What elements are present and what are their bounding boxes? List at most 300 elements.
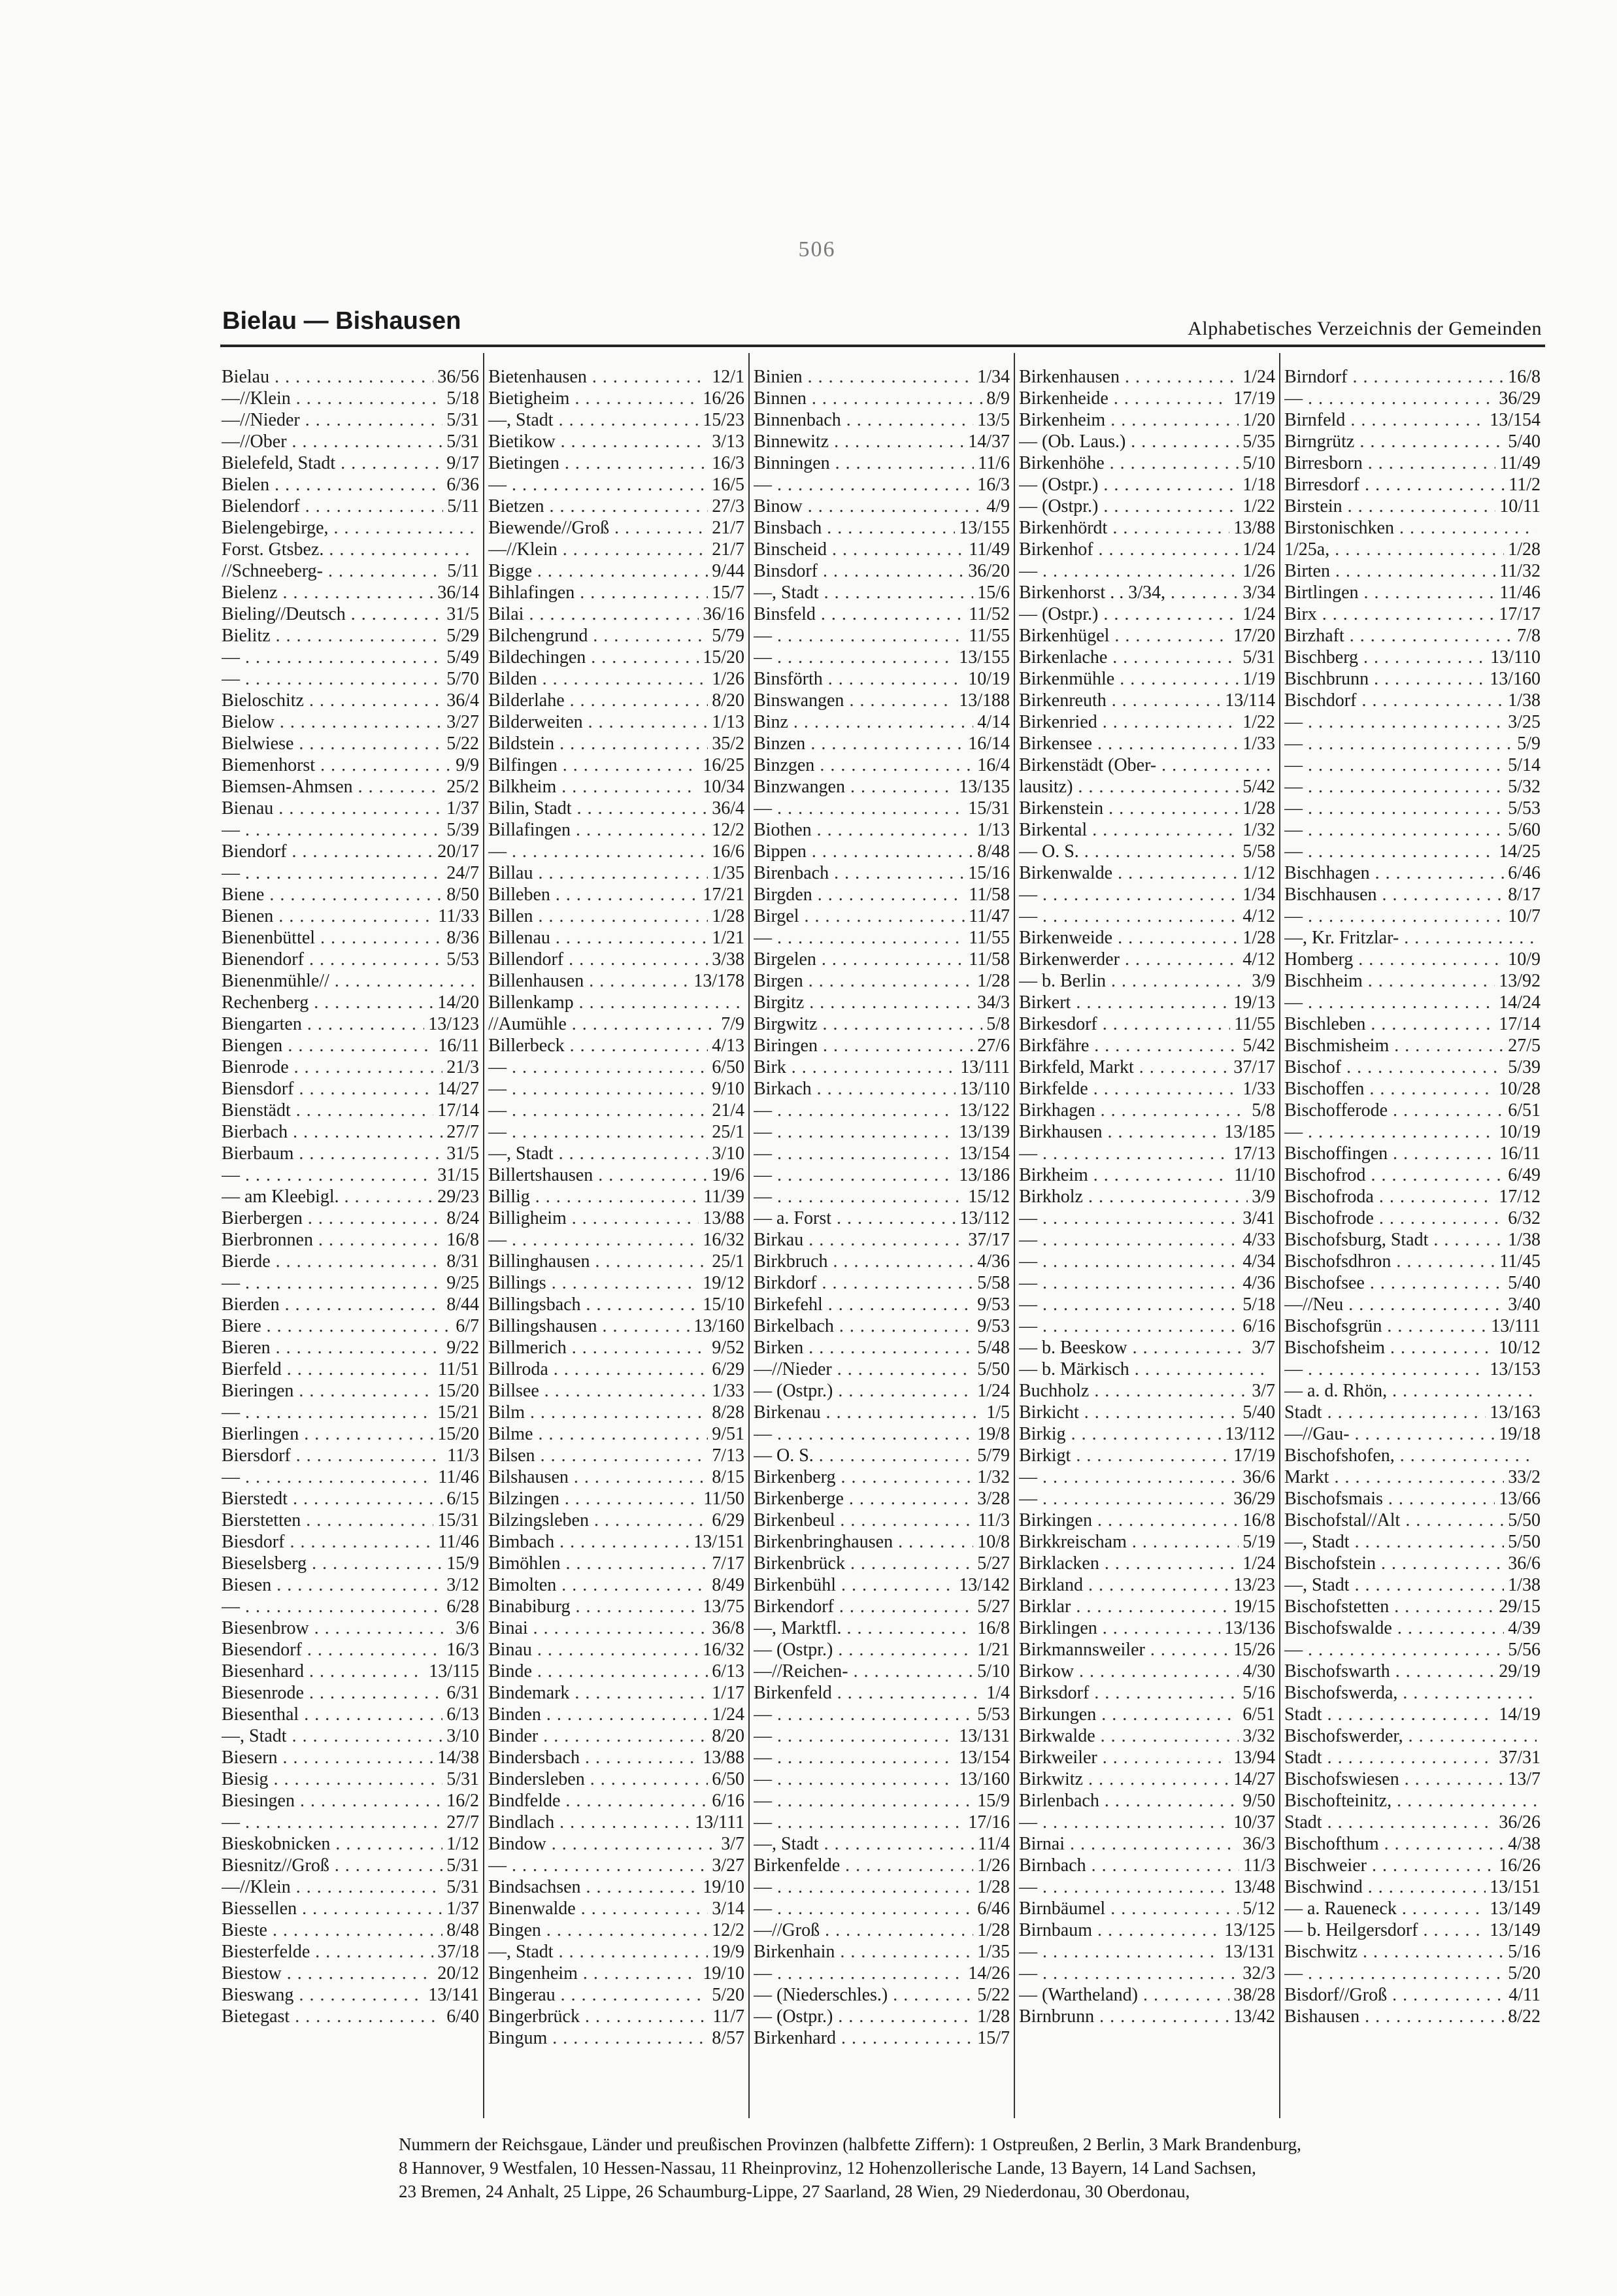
index-entry (1019, 862, 1275, 884)
index-entry (488, 1790, 744, 1812)
entry-code: 12/2 (712, 1920, 744, 1940)
entry-code: 13/160 (959, 1769, 1010, 1789)
entry-name: Biengen . . . (222, 1035, 434, 1056)
entry-code: 1/26 (977, 1855, 1010, 1876)
entry-code: 9/17 (446, 453, 479, 473)
index-entry (222, 1251, 479, 1272)
entry-code: 37/17 (1233, 1057, 1275, 1077)
entry-code: 5/70 (446, 669, 479, 689)
entry-code: 14/26 (968, 1963, 1010, 1984)
entry-code: 19/15 (1233, 1596, 1275, 1617)
index-entry (1019, 733, 1275, 754)
entry-name: Bischofshofen, . . . (1284, 1445, 1537, 1466)
entry-code: 11/55 (969, 928, 1010, 948)
entry-code: 11/58 (969, 885, 1010, 905)
index-entry (754, 819, 1010, 841)
entry-name: Birzhaft . . . (1284, 625, 1513, 647)
entry-name: Bischdorf . . . (1284, 690, 1504, 711)
index-entry (1284, 1919, 1541, 1941)
entry-name: Bierfeld . . . (222, 1359, 434, 1380)
entry-code: 14/38 (437, 1747, 479, 1768)
index-entry (1019, 1768, 1275, 1790)
entry-code: 1/37 (446, 1899, 479, 1919)
entry-name: Bielitz . . . (222, 625, 442, 647)
entry-name: Bielengebirge, . . . (222, 517, 475, 539)
entry-code: 19/10 (703, 1963, 744, 1984)
entry-name: — . . . (1019, 1488, 1229, 1510)
index-entry (754, 1661, 1010, 1682)
entry-code: 13/88 (1233, 518, 1275, 538)
entry-name: Binningen . . . (754, 452, 974, 474)
index-entry (1284, 1294, 1541, 1315)
entry-code: 11/39 (703, 1187, 744, 1207)
entry-name: — . . . (754, 1812, 964, 1833)
index-entry (488, 1747, 744, 1768)
entry-name: — . . . (1019, 1812, 1229, 1833)
entry-code: 1/33 (712, 1381, 744, 1401)
index-entry (488, 1359, 744, 1380)
index-entry (1284, 1574, 1541, 1596)
entry-code: 21/7 (712, 518, 744, 538)
index-entry (488, 992, 744, 1013)
index-entry (1019, 1855, 1275, 1876)
entry-name: — . . . (754, 1790, 973, 1812)
index-entry (1284, 970, 1541, 992)
index-entry (1019, 1617, 1275, 1639)
entry-name: Bielenz . . . (222, 582, 433, 603)
entry-code: 3/27 (446, 712, 479, 732)
entry-name: — . . . (754, 1164, 955, 1186)
index-entry (222, 1315, 479, 1337)
entry-code: 11/46 (438, 1467, 479, 1487)
index-entry (1019, 388, 1275, 409)
entry-name: Birkenberge . . . (754, 1488, 973, 1510)
entry-code: 15/31 (437, 1510, 479, 1530)
entry-name: — . . . (222, 647, 442, 668)
entry-code: 13/111 (960, 1057, 1010, 1077)
entry-code: 19/6 (712, 1165, 744, 1185)
index-entry (222, 1617, 479, 1639)
entry-name: —, Kr. Fritzlar- . . . (1284, 927, 1537, 949)
entry-name: Billenkamp . . . (488, 992, 741, 1013)
entry-name: Bischberg . . . (1284, 647, 1486, 668)
index-column-3 (748, 353, 1014, 2118)
index-entry (488, 496, 744, 517)
index-entry (1019, 841, 1275, 862)
entry-code: 36/56 (437, 367, 479, 387)
entry-name: Birgen . . . (754, 970, 973, 992)
entry-name: Binabiburg . . . (488, 1596, 699, 1617)
entry-code: 5/31 (1242, 647, 1275, 667)
entry-code: 4/38 (1508, 1834, 1541, 1854)
entry-code: 6/50 (712, 1769, 744, 1789)
entry-code: 6/36 (446, 475, 479, 495)
entry-name: Biesern . . . (222, 1747, 433, 1768)
entry-name: Birkendorf . . . (754, 1596, 973, 1617)
entry-code: 14/37 (968, 431, 1010, 452)
entry-name: Bietigheim . . . (488, 388, 699, 409)
index-entry (754, 668, 1010, 690)
entry-name: Biemsen-Ahmsen . . . (222, 776, 442, 798)
entry-code: 5/35 (1242, 431, 1275, 452)
index-entry (222, 1639, 479, 1661)
entry-name: Birkenhorst . . 3/34, . . . (1019, 582, 1239, 603)
index-entry (754, 2006, 1010, 2027)
entry-name: Bielefeld, Stadt . . . (222, 452, 442, 474)
entry-name: Bischofswalde . . . (1284, 1617, 1504, 1639)
entry-name: — (Ostpr.) . . . (754, 2006, 973, 2027)
entry-code: 6/13 (712, 1661, 744, 1681)
index-entry (488, 1056, 744, 1078)
entry-code: 1/26 (1242, 561, 1275, 581)
index-entry (1019, 819, 1275, 841)
index-entry (222, 1294, 479, 1315)
entry-name: Biemenhorst . . . (222, 754, 452, 776)
index-entry (488, 862, 744, 884)
entry-code: 15/20 (437, 1424, 479, 1444)
entry-code: 6/13 (446, 1704, 479, 1725)
index-entry (754, 1078, 1010, 1100)
entry-name: Birenbach . . . (754, 862, 964, 884)
entry-name: Bischofstein . . . (1284, 1553, 1504, 1574)
entry-name: Birkholz . . . (1019, 1186, 1248, 1207)
index-entry (754, 754, 1010, 776)
entry-code: 17/17 (1499, 604, 1541, 624)
entry-name: Birkfelde . . . (1019, 1078, 1239, 1100)
entry-name: — . . . (1284, 798, 1504, 819)
entry-name: — . . . (488, 1078, 708, 1100)
index-entry (222, 625, 479, 647)
entry-name: Birksdorf . . . (1019, 1682, 1239, 1704)
entry-name: Bischofsburg, Stadt . . . (1284, 1229, 1504, 1251)
entry-name: — b. Heilgersdorf . . . (1284, 1919, 1486, 1941)
entry-code: 13/112 (959, 1208, 1010, 1228)
index-entry (1284, 1898, 1541, 1919)
index-entry (222, 905, 479, 927)
index-entry (754, 1488, 1010, 1510)
index-entry (754, 1359, 1010, 1380)
entry-name: Stadt . . . (1284, 1402, 1486, 1423)
entry-code: 27/7 (446, 1122, 479, 1142)
entry-code: 6/49 (1508, 1165, 1541, 1185)
entry-name: Birstonischken . . . (1284, 517, 1537, 539)
entry-name: Bindersleben . . . (488, 1768, 708, 1790)
entry-name: — . . . (1019, 1963, 1239, 1984)
entry-name: — . . . (754, 1747, 955, 1768)
index-entry (754, 474, 1010, 496)
index-entry (222, 582, 479, 603)
entry-name: Birklar . . . (1019, 1596, 1229, 1617)
index-entry (1019, 2006, 1275, 2027)
index-entry (488, 841, 744, 862)
entry-name: Birkenau . . . (754, 1402, 982, 1423)
entry-code: 10/12 (1499, 1338, 1541, 1358)
entry-name: — . . . (754, 1100, 955, 1121)
index-entry (222, 1704, 479, 1725)
index-entry (222, 970, 479, 992)
entry-name: Bischofsee . . . (1284, 1272, 1504, 1294)
index-entry (754, 690, 1010, 711)
entry-code: 16/26 (703, 388, 744, 409)
index-entry (222, 949, 479, 970)
entry-code: 14/24 (1499, 992, 1541, 1013)
entry-code: 8/44 (446, 1294, 479, 1315)
index-entry (1019, 409, 1275, 431)
entry-name: Bischofswiesen . . . (1284, 1768, 1504, 1790)
entry-code: 6/15 (446, 1489, 479, 1509)
entry-name: Bieswang . . . (222, 1984, 424, 2006)
entry-code: 13/178 (693, 971, 744, 991)
entry-name: — . . . (754, 1186, 964, 1207)
index-entry (488, 1919, 744, 1941)
entry-name: Bigge . . . (488, 560, 708, 582)
entry-name: Billau . . . (488, 862, 708, 884)
index-entry (222, 539, 479, 560)
entry-name: — . . . (1284, 388, 1495, 409)
index-entry (1019, 1013, 1275, 1035)
entry-name: Bilderweiten . . . (488, 711, 708, 733)
entry-name: — . . . (1284, 1359, 1486, 1380)
entry-name: Bildstein . . . (488, 733, 708, 754)
entry-code: 3/9 (1252, 971, 1275, 991)
entry-name: Rechenberg . . . (222, 992, 433, 1013)
entry-name: Bietegast . . . (222, 2006, 442, 2027)
entry-code: 5/18 (446, 388, 479, 409)
index-entry (222, 1078, 479, 1100)
index-entry (754, 1704, 1010, 1725)
entry-name: Bischofstetten . . . (1284, 1596, 1495, 1617)
index-entry (488, 819, 744, 841)
index-entry (754, 452, 1010, 474)
index-entry (1019, 992, 1275, 1013)
entry-code: 16/3 (446, 1640, 479, 1660)
entry-name: — (Niederschles.) . . . (754, 1984, 973, 2006)
entry-name: Bildechingen . . . (488, 647, 699, 668)
entry-name: Bischofsheim . . . (1284, 1337, 1495, 1359)
entry-code: 13/94 (1233, 1747, 1275, 1768)
entry-name: Binnewitz . . . (754, 431, 964, 452)
entry-name: Binenwalde . . . (488, 1898, 708, 1919)
entry-name: Birkwitz . . . (1019, 1768, 1229, 1790)
entry-code: 11/50 (703, 1489, 744, 1509)
index-entry (1284, 1682, 1541, 1704)
index-entry (1284, 517, 1541, 539)
entry-code: 11/55 (1234, 1014, 1275, 1034)
entry-code: 15/12 (968, 1187, 1010, 1207)
entry-code: 5/40 (1508, 1273, 1541, 1293)
entry-name: —, Stadt . . . (754, 582, 973, 603)
entry-code: 16/8 (977, 1618, 1010, 1638)
index-entry (1284, 452, 1541, 474)
index-entry (754, 1423, 1010, 1445)
entry-name: — . . . (222, 1466, 434, 1488)
entry-code: 4/30 (1242, 1661, 1275, 1681)
entry-name: —//Ober . . . (222, 431, 442, 452)
index-entry (222, 388, 479, 409)
entry-code: 8/49 (712, 1575, 744, 1595)
entry-code: 8/20 (712, 1726, 744, 1746)
index-entry (1019, 1790, 1275, 1812)
entry-code: 8/9 (986, 388, 1010, 409)
entry-name: — . . . (222, 819, 442, 841)
index-entry (754, 409, 1010, 431)
entry-name: Biringen . . . (754, 1035, 973, 1056)
entry-name: Biothen . . . (754, 819, 973, 841)
index-entry (488, 690, 744, 711)
entry-code: 24/7 (446, 863, 479, 883)
index-entry (222, 1833, 479, 1855)
entry-code: 16/26 (1499, 1855, 1541, 1876)
entry-code: 19/10 (703, 1877, 744, 1897)
index-entry (222, 1164, 479, 1186)
entry-name: Bischwind . . . (1284, 1876, 1486, 1898)
entry-code: 5/42 (1242, 1036, 1275, 1056)
entry-name: Bienen . . . (222, 905, 434, 927)
index-column-1 (218, 353, 483, 2118)
entry-code: 20/17 (437, 841, 479, 862)
entry-code: 36/16 (703, 604, 744, 624)
index-entry (754, 1164, 1010, 1186)
entry-name: Bierstedt . . . (222, 1488, 442, 1510)
entry-name: —, Stadt . . . (1284, 1574, 1504, 1596)
entry-code: 11/10 (1234, 1165, 1275, 1185)
entry-name: Bilshausen . . . (488, 1466, 708, 1488)
entry-name: — . . . (1019, 1207, 1239, 1229)
entry-code: 15/26 (1233, 1640, 1275, 1660)
entry-name: —//Gau- . . . (1284, 1423, 1495, 1445)
index-entry (1019, 1272, 1275, 1294)
entry-name: — . . . (1284, 1121, 1495, 1143)
entry-code: 17/19 (1233, 388, 1275, 409)
entry-code: 25/1 (712, 1251, 744, 1272)
entry-code: 6/31 (446, 1683, 479, 1703)
entry-name: Bindsachsen . . . (488, 1876, 699, 1898)
entry-name: Bischofswerda, . . . (1284, 1682, 1537, 1704)
entry-name: Bierden . . . (222, 1294, 442, 1315)
index-entry (1284, 1639, 1541, 1661)
entry-name: Birkensee . . . (1019, 733, 1239, 754)
entry-code: 8/17 (1508, 885, 1541, 905)
index-entry (1019, 474, 1275, 496)
index-entry (1019, 1812, 1275, 1833)
entry-code: 13/155 (959, 647, 1010, 667)
entry-name: Birnbaum . . . (1019, 1919, 1220, 1941)
index-entry (754, 1725, 1010, 1747)
entry-code: 5/31 (446, 410, 479, 430)
entry-name: Biestow . . . (222, 1963, 433, 1984)
entry-name: Birkenreuth . . . (1019, 690, 1221, 711)
index-entry (488, 754, 744, 776)
entry-code: 16/2 (446, 1791, 479, 1811)
index-entry (488, 1725, 744, 1747)
entry-name: —, Stadt . . . (488, 409, 699, 431)
entry-code: 29/15 (1499, 1596, 1541, 1617)
entry-code: 3/10 (712, 1143, 744, 1164)
index-entry (1019, 366, 1275, 388)
entry-code: 6/51 (1242, 1704, 1275, 1725)
entry-code: 5/16 (1508, 1942, 1541, 1962)
entry-name: Biessellen . . . (222, 1898, 442, 1919)
entry-name: —//Klein . . . (222, 388, 442, 409)
entry-name: — . . . (754, 1121, 955, 1143)
index-entry (488, 949, 744, 970)
index-entry (1019, 1553, 1275, 1574)
entry-code: 37/31 (1499, 1747, 1541, 1768)
entry-name: Billroda . . . (488, 1359, 708, 1380)
entry-name: Birkenbrück . . . (754, 1553, 973, 1574)
entry-name: Birgitz . . . (754, 992, 973, 1013)
entry-code: 5/42 (1242, 777, 1275, 797)
entry-code: 36/20 (968, 561, 1010, 581)
entry-code: 16/11 (1499, 1143, 1541, 1164)
index-entry (1019, 647, 1275, 668)
entry-name: — O. S. . . . (1019, 841, 1239, 862)
entry-name: Billingshausen . . . (488, 1315, 690, 1337)
entry-name: Bienstädt . . . (222, 1100, 433, 1121)
entry-name: Billertshausen . . . (488, 1164, 708, 1186)
index-entry (1284, 1855, 1541, 1876)
index-entry (754, 1639, 1010, 1661)
entry-name: — . . . (1284, 992, 1495, 1013)
entry-code: 7/13 (712, 1445, 744, 1466)
index-entry (1284, 927, 1541, 949)
entry-name: Biesendorf . . . (222, 1639, 442, 1661)
entry-name: Birkefehl . . . (754, 1294, 973, 1315)
entry-code: 11/3 (978, 1510, 1010, 1530)
index-entry (488, 1294, 744, 1315)
entry-name: Binow . . . (754, 496, 982, 517)
entry-code: 5/31 (446, 1877, 479, 1897)
entry-name: — . . . (754, 1963, 964, 1984)
entry-name: 1/25a, . . . (1284, 539, 1504, 560)
entry-name: Biengarten . . . (222, 1013, 424, 1035)
entry-code: 16/8 (1242, 1510, 1275, 1530)
index-entry (488, 1855, 744, 1876)
entry-name: Bilden . . . (488, 668, 708, 690)
entry-code: 5/32 (1508, 777, 1541, 797)
entry-name: Bischoffen . . . (1284, 1078, 1495, 1100)
index-entry (1284, 668, 1541, 690)
index-entry (1019, 1337, 1275, 1359)
index-entry (488, 647, 744, 668)
entry-code: 37/18 (437, 1942, 479, 1962)
entry-code: 19/13 (1233, 992, 1275, 1013)
entry-name: Birkenfelde . . . (754, 1855, 973, 1876)
entry-code: 4/9 (986, 496, 1010, 516)
entry-name: — . . . (754, 1423, 973, 1445)
index-entry (222, 1423, 479, 1445)
entry-code: 5/39 (1508, 1057, 1541, 1077)
entry-name: Bindemark . . . (488, 1682, 708, 1704)
index-entry (754, 1294, 1010, 1315)
index-entry (754, 647, 1010, 668)
entry-code: 13/136 (1224, 1618, 1275, 1638)
entry-name: Homberg . . . (1284, 949, 1504, 970)
entry-name: — (Wartheland) . . . (1019, 1984, 1229, 2006)
entry-code: 34/3 (977, 992, 1010, 1013)
entry-code: 15/7 (977, 2028, 1010, 2048)
entry-code: 5/31 (446, 431, 479, 452)
index-entry (222, 711, 479, 733)
entry-name: Bishausen . . . (1284, 2006, 1504, 2027)
entry-code: 15/6 (977, 582, 1010, 603)
entry-name: — (Ob. Laus.) . . . (1019, 431, 1239, 452)
entry-name: Billinghausen . . . (488, 1251, 708, 1272)
entry-code: 8/15 (712, 1467, 744, 1487)
index-entry (754, 366, 1010, 388)
index-entry (1284, 776, 1541, 798)
entry-name: — . . . (1284, 841, 1495, 862)
